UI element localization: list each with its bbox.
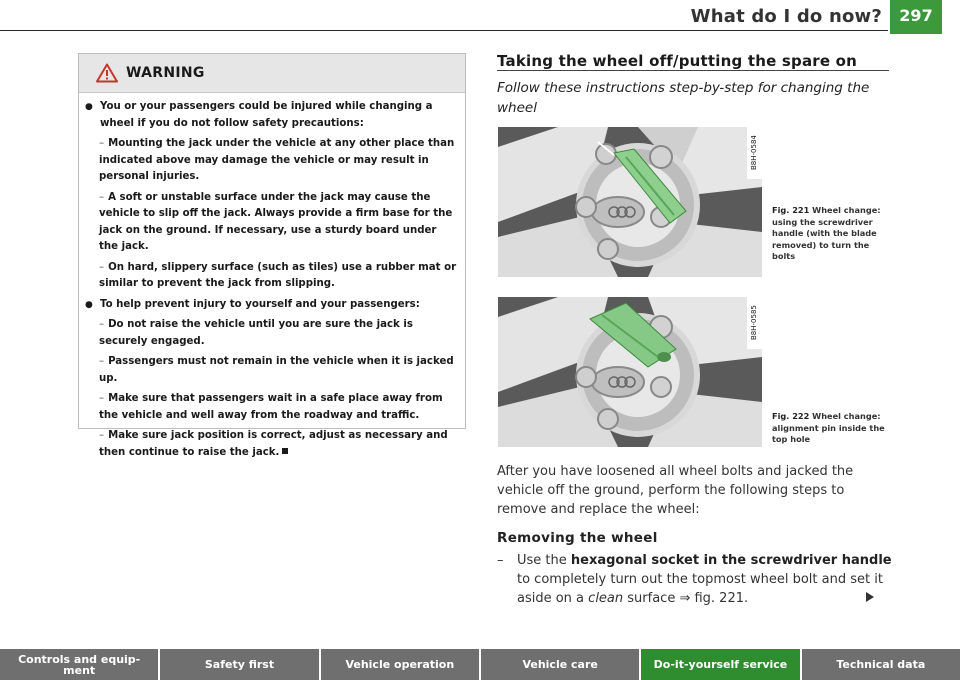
figure-caption <box>772 411 890 446</box>
warning-title: WARNING <box>126 65 205 81</box>
warning-subitem: – A soft or unstable surface under the jack may cause the vehicle to slip off the jack. Always provide a firm base for the jack on the ground. If necessary, use a sturdy board under the jack. <box>99 191 453 252</box>
warning-triangle-icon <box>96 63 118 83</box>
figure-label: Fig. 222 <box>772 411 810 421</box>
section-intro: Follow these instructions step-by-step for changing the wheel <box>497 80 870 116</box>
warning-subitem-text: A soft or unstable surface under the jack may cause the vehicle to slip off the jack. Always provide a firm base for the jack on the ground. If necessary, use a sturdy board under the jack. <box>99 191 453 252</box>
warning-subitem-text: Make sure jack position is correct, adjust as necessary and then continue to raise the jack. <box>99 430 448 458</box>
warning-bullet-text: You or your passengers could be injured while changing a wheel if you do not follow safety precautions: <box>100 101 433 129</box>
page-number-tab <box>890 30 942 34</box>
footer-tab-controls[interactable]: Controls and equip- ment <box>0 649 158 680</box>
figure-wheel-alignment-pin <box>498 297 762 447</box>
warning-subitem: – Do not raise the vehicle until you are sure the jack is securely engaged. <box>99 319 413 347</box>
warning-body <box>79 93 465 461</box>
warning-subitem-text: Make sure that passengers wait in a safe place away from the vehicle and well away from the roadway and traffic. <box>99 393 443 421</box>
end-of-section-icon <box>282 448 288 454</box>
figure-caption-text: Wheel change: using the screwdriver handle (with the blade removed) to turn the bolts <box>772 205 881 261</box>
footer-tab-vehicle-care[interactable]: Vehicle care <box>481 649 639 680</box>
footer-tab-technical-data[interactable]: Technical data <box>802 649 960 680</box>
warning-subitem: – Mounting the jack under the vehicle at any other place than indicated above may damage the vehicle or may result in personal injuries. <box>99 138 455 182</box>
warning-subitem-text: Mounting the jack under the vehicle at any other place than indicated above may damage the vehicle or may result in personal injuries. <box>99 138 455 182</box>
wheel-illustration <box>498 297 762 447</box>
section-rule <box>497 70 889 71</box>
step-item <box>497 551 897 608</box>
figure-caption-text: Wheel change: alignment pin inside the top hole <box>772 411 885 444</box>
step-dash: – <box>497 553 504 568</box>
warning-subitem-text: Do not raise the vehicle until you are sure the jack is securely engaged. <box>99 319 413 347</box>
bullet-dot-icon: ● <box>85 299 93 310</box>
continue-arrow-icon <box>866 592 874 602</box>
warning-bullet <box>85 297 457 314</box>
footer-tab-safety[interactable]: Safety first <box>160 649 318 680</box>
body-paragraph: After you have loosened all wheel bolts and jacked the vehicle off the ground, perform the following steps to remove and replace the wheel: <box>497 464 854 517</box>
figure-caption <box>772 205 890 263</box>
footer-tab-vehicle-operation[interactable]: Vehicle operation <box>321 649 479 680</box>
warning-subitem-text: On hard, slippery surface (such as tiles) use a rubber mat or similar to prevent the jack from slipping. <box>99 261 457 289</box>
warning-subitem: – Passengers must not remain in the vehicle when it is jacked up. <box>99 356 454 384</box>
warning-subitem: – Make sure that passengers wait in a safe place away from the vehicle and well away from the roadway and traffic. <box>99 393 443 421</box>
page-header-title: What do I do now? <box>690 6 882 27</box>
warning-bullet-text: To help prevent injury to yourself and your passengers: <box>100 298 420 310</box>
subheading: Removing the wheel <box>497 530 658 546</box>
warning-subitem-text: Passengers must not remain in the vehicle when it is jacked up. <box>99 356 454 384</box>
wheel-illustration <box>498 127 762 277</box>
page-number: 297 <box>890 0 942 30</box>
footer-nav <box>0 649 960 680</box>
footer-tab-diy-service[interactable]: Do-it-yourself service <box>641 649 799 680</box>
figure-code: B8H-0585 <box>747 297 762 349</box>
warning-box <box>78 53 466 458</box>
section-title: Taking the wheel off/putting the spare on <box>497 52 858 70</box>
figure-code: B8H-0584 <box>747 127 762 179</box>
step-bold-term: hexagonal socket in the screwdriver handle <box>570 553 892 568</box>
figure-label: Fig. 221 <box>772 205 810 215</box>
warning-header <box>79 54 465 93</box>
warning-bullet <box>85 99 457 132</box>
warning-subitem: – Make sure jack position is correct, adjust as necessary and then continue to raise the jack. <box>99 430 448 458</box>
step-text: Use the hexagonal socket in the screwdriver handle to completely turn out the topmost wheel bolt and set it aside on a clean surface ⇒ fig. 221. <box>517 553 892 606</box>
figure-wheel-screwdriver-handle <box>498 127 762 277</box>
header-rule <box>0 30 888 31</box>
bullet-dot-icon: ● <box>85 102 93 112</box>
step-italic-term: clean <box>588 591 624 606</box>
warning-subitem: – On hard, slippery surface (such as tiles) use a rubber mat or similar to prevent the jack from slipping. <box>99 261 457 289</box>
